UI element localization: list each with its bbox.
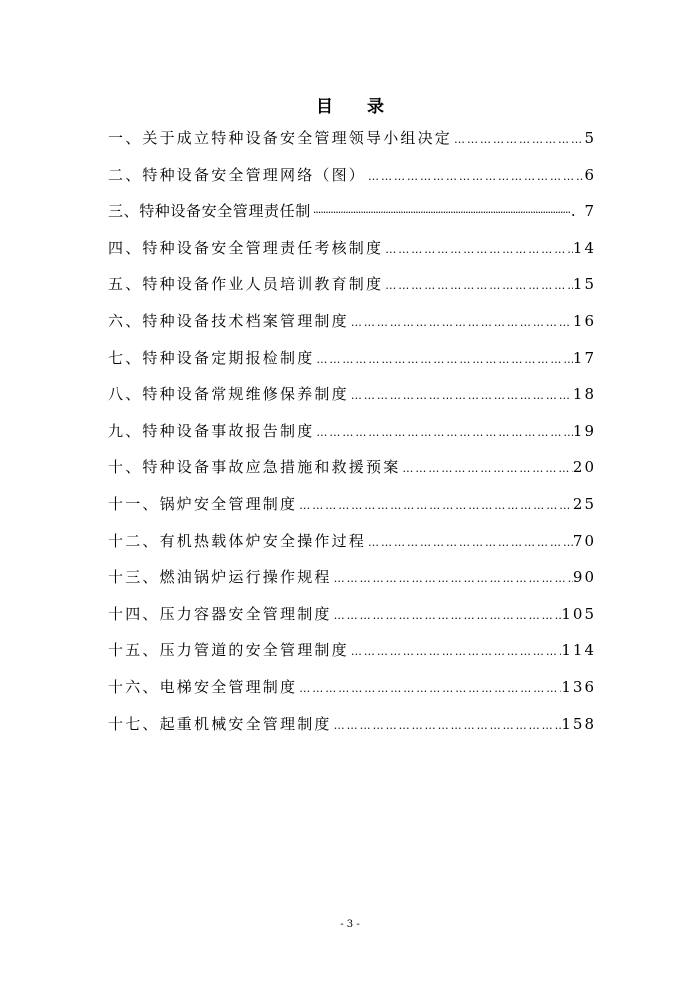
toc-leader-dots <box>349 311 573 335</box>
toc-entry-text: 八、特种设备常规维修保养制度 <box>108 385 349 404</box>
toc-entry-page: 20 <box>572 458 596 477</box>
toc-leader-dots <box>314 421 573 445</box>
toc-entry-3 <box>108 199 596 236</box>
toc-entry-page: 136 <box>561 677 596 696</box>
toc-leader-dots <box>383 238 573 262</box>
toc-entry-4 <box>108 236 596 273</box>
toc-entry-8 <box>108 382 596 419</box>
toc-entry-text: 七、特种设备定期报检制度 <box>108 348 315 367</box>
toc-leader-dots <box>383 274 573 298</box>
toc-entry-page: 114 <box>561 641 596 660</box>
toc-entry-14 <box>108 602 596 639</box>
toc-entry-text: 一、关于成立特种设备安全管理领导小组决定 <box>108 129 453 147</box>
toc-entry-page: 70 <box>572 531 596 550</box>
toc-entry-page: 105 <box>561 604 596 623</box>
toc-leader-dots <box>366 165 584 189</box>
toc-entry-text: 十一、锅炉安全管理制度 <box>108 494 298 513</box>
toc-entry-page: 16 <box>572 311 596 330</box>
toc-entry-text: 五、特种设备作业人员培训教育制度 <box>108 275 384 294</box>
toc-entry-text: 十、特种设备事故应急措施和救援预案 <box>108 458 401 477</box>
toc-entry-text: 十四、压力容器安全管理制度 <box>108 604 332 623</box>
toc-entry-15 <box>108 638 596 675</box>
toc-entry-page: 25 <box>572 494 596 513</box>
toc-entry-1 <box>108 126 596 163</box>
toc-entry-text: 十二、有机热载体炉安全操作过程 <box>108 531 367 550</box>
toc-leader-dots <box>452 128 584 152</box>
toc-entry-text: 三、特种设备安全管理责任制 <box>108 202 311 221</box>
toc-entry-text: 十七、起重机械安全管理制度 <box>108 714 332 733</box>
toc-leader-dots <box>314 348 573 372</box>
toc-leader-dots <box>332 604 562 628</box>
toc-entry-page: 158 <box>561 714 596 733</box>
toc-entry-5 <box>108 272 596 309</box>
toc-entry-page: . 7 <box>570 202 596 221</box>
toc-entry-page: 5 <box>584 129 596 147</box>
toc-entry-text: 十三、燃油锅炉运行操作规程 <box>108 568 332 587</box>
toc-leader-dots <box>400 457 573 481</box>
toc-entry-page: 19 <box>572 421 596 440</box>
toc-entry-page: 15 <box>572 275 596 294</box>
page-number: - 3 - <box>340 919 360 930</box>
toc-entry-text: 二、特种设备安全管理网络（图） <box>108 165 367 184</box>
toc-leader-dots <box>332 567 573 591</box>
toc-entry-page: 18 <box>572 385 596 404</box>
toc-entry-13 <box>108 565 596 602</box>
toc-leader-dots <box>366 531 573 555</box>
toc-entry-text: 六、特种设备技术档案管理制度 <box>108 311 349 330</box>
toc-leader-dots <box>297 677 561 701</box>
toc-leader-dots <box>349 640 562 664</box>
toc-entry-6 <box>108 309 596 346</box>
toc-entry-text: 四、特种设备安全管理责任考核制度 <box>108 238 384 257</box>
table-of-contents <box>108 126 596 748</box>
toc-leader-dots <box>349 384 573 408</box>
toc-entry-7 <box>108 346 596 383</box>
toc-title: 目 录 <box>316 97 398 117</box>
toc-entry-17 <box>108 712 596 749</box>
toc-entry-10 <box>108 455 596 492</box>
toc-entry-16 <box>108 675 596 712</box>
toc-entry-page: 6 <box>584 165 596 184</box>
toc-entry-text: 九、特种设备事故报告制度 <box>108 421 315 440</box>
toc-leader-dots <box>297 494 573 518</box>
toc-leader-dots <box>311 201 571 225</box>
toc-entry-page: 14 <box>572 238 596 257</box>
toc-entry-9 <box>108 419 596 456</box>
toc-entry-2 <box>108 163 596 200</box>
toc-entry-12 <box>108 529 596 566</box>
toc-leader-dots <box>332 714 562 738</box>
toc-entry-11 <box>108 492 596 529</box>
toc-entry-page: 17 <box>572 348 596 367</box>
toc-entry-text: 十六、电梯安全管理制度 <box>108 677 298 696</box>
toc-entry-text: 十五、压力管道的安全管理制度 <box>108 641 349 660</box>
toc-entry-page: 90 <box>572 568 596 587</box>
